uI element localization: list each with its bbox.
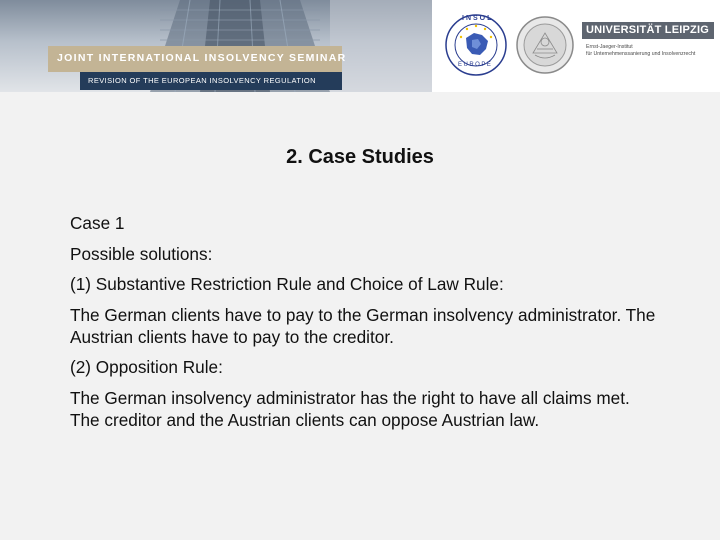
solution-2-heading: (2) Opposition Rule: <box>70 357 223 377</box>
solution-1-text: The German clients have to pay to the German insolvency administrator. The Austrian clients have to pay to the creditor. <box>70 304 656 347</box>
university-name: UNIVERSITÄT LEIPZIG <box>586 24 709 36</box>
solutions-heading: Possible solutions: <box>70 243 213 264</box>
seminar-title: JOINT INTERNATIONAL INSOLVENCY SEMINAR <box>57 52 347 64</box>
institute-name: Ernst-Jaeger-Institut <box>586 44 633 50</box>
insol-logo-text: INSOL <box>462 15 494 22</box>
university-seal-icon <box>515 15 575 75</box>
university-logo <box>582 22 714 66</box>
solution-2-text: The German insolvency administrator has the right to have all claims met. The creditor and the Austrian clients can oppose Austrian law. <box>70 387 630 430</box>
case-label: Case 1 <box>70 213 125 233</box>
university-name-bar <box>582 22 714 39</box>
slide-body <box>70 212 660 439</box>
seminar-title-band <box>48 46 347 72</box>
solution-1-heading: (1) Substantive Restriction Rule and Choice of Law Rule: <box>70 274 504 294</box>
header-banner <box>0 0 720 92</box>
insol-logo-subtext: EUROPE <box>458 62 493 68</box>
seminar-subtitle-band <box>80 72 342 90</box>
institute-description: für Unternehmenssanierung und Insolvenzrecht <box>586 51 696 57</box>
slide-title: 2. Case Studies <box>286 146 434 168</box>
seminar-subtitle: REVISION OF THE EUROPEAN INSOLVENCY REGULATION <box>88 76 316 85</box>
